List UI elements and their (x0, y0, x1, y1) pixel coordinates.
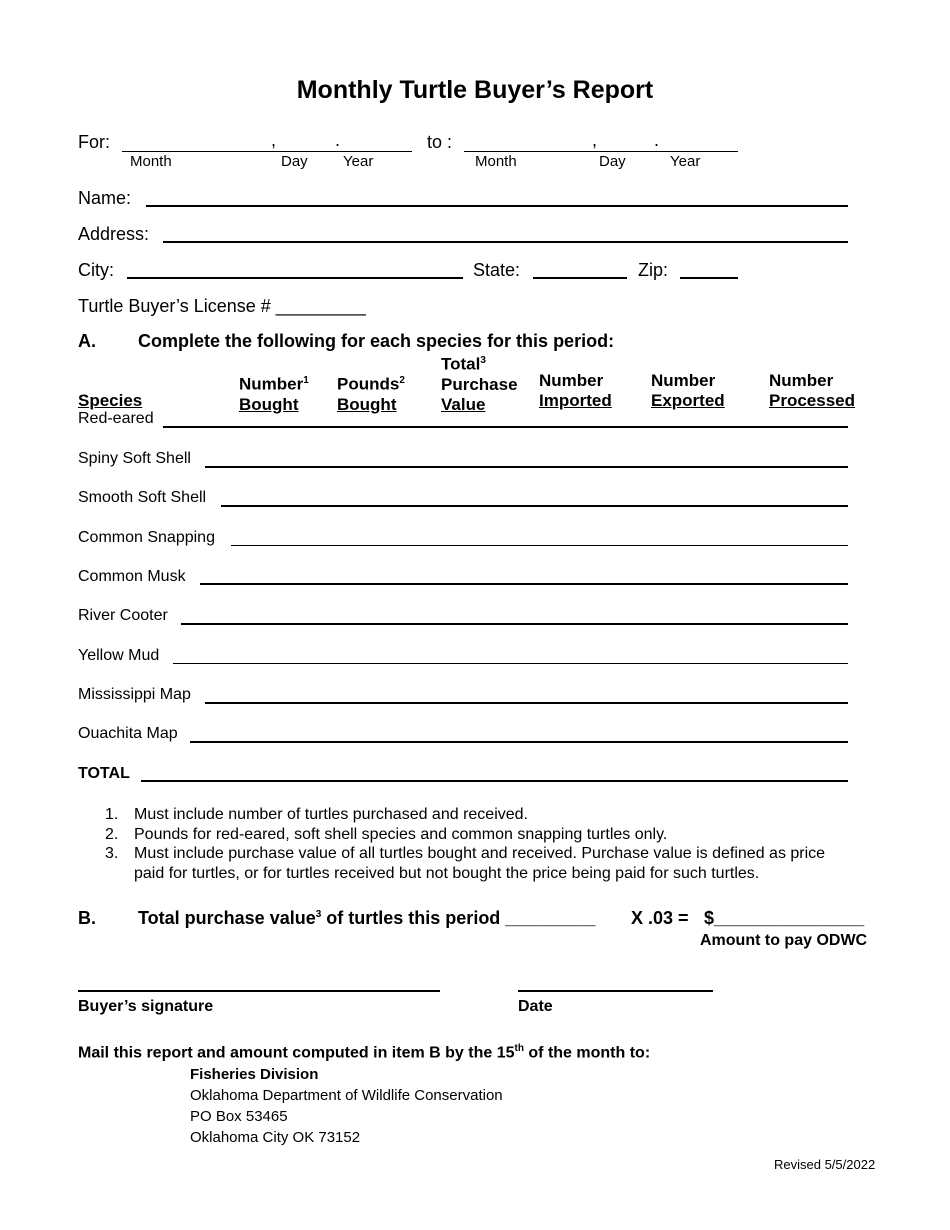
species-label: Common Musk (78, 568, 186, 585)
address-field[interactable] (163, 241, 848, 243)
from-day-caption: Day (281, 153, 308, 170)
address-line: Oklahoma Department of Wildlife Conservation (190, 1087, 503, 1104)
species-label: Ouachita Map (78, 725, 178, 742)
col-processed-top: Number (769, 371, 834, 390)
footnote-text: Must include number of turtles purchased and received. (134, 806, 528, 823)
col-exported-header (651, 371, 725, 411)
col-processed-bottom: Processed (769, 391, 855, 410)
address-label: Address: (78, 224, 150, 244)
total-entry-line[interactable] (141, 780, 848, 782)
species-label: Smooth Soft Shell (78, 489, 207, 506)
total-label: TOTAL (78, 765, 130, 782)
to-day-caption: Day (599, 153, 626, 170)
col-pounds-bottom: Bought (337, 394, 397, 414)
footnote-number: 3. (105, 845, 119, 862)
species-entry-line[interactable] (190, 741, 848, 743)
col-pounds-top: Pounds (337, 374, 400, 394)
address-line: Fisheries Division (190, 1066, 319, 1083)
city-label: City: (78, 260, 114, 280)
date-label: Date (518, 998, 553, 1015)
col-value-bottom: Value (441, 394, 486, 414)
state-field[interactable] (533, 277, 627, 279)
section-b-line (138, 908, 595, 929)
to-date-period: . (654, 130, 660, 150)
mailing-address (190, 1064, 503, 1148)
mail-text-after: of the month to: (523, 1044, 651, 1062)
species-entry-line[interactable] (205, 466, 848, 468)
to-year-caption: Year (670, 153, 701, 170)
from-year-caption: Year (343, 153, 374, 170)
to-date-comma: , (592, 130, 598, 150)
to-label: to : (427, 132, 453, 152)
species-entry-line[interactable] (231, 545, 848, 546)
amount-field[interactable]: $_______________ (704, 908, 865, 928)
from-date-comma: , (271, 130, 277, 150)
section-a-letter: A. (78, 331, 96, 351)
species-label: Mississippi Map (78, 686, 191, 703)
species-label: Yellow Mud (78, 647, 160, 664)
amount-caption: Amount to pay ODWC (700, 932, 868, 949)
col-imported-top: Number (539, 371, 604, 390)
col-number-bought-top: Number (239, 374, 304, 394)
address-line: PO Box 53465 (190, 1108, 288, 1125)
state-label: State: (473, 260, 521, 280)
col-number-bought-bottom: Bought (239, 394, 299, 414)
footnote-number: 2. (105, 825, 119, 843)
city-field[interactable] (127, 277, 463, 279)
mail-text-before: Mail this report and amount computed in item B by the 15 (78, 1044, 515, 1062)
revision-date: Revised 5/5/2022 (774, 1157, 876, 1172)
col-number-bought-sup: 1 (303, 375, 309, 386)
from-date-period: . (335, 130, 341, 150)
section-a-heading: Complete the following for each species for this period: (138, 331, 615, 351)
section-b-text-after[interactable]: of turtles this period _________ (321, 908, 596, 928)
col-value-top1: Total (441, 354, 481, 374)
multiplier-label: X .03 = (631, 908, 689, 928)
species-label: Spiny Soft Shell (78, 450, 191, 467)
col-value-sup: 3 (480, 355, 486, 366)
footnote-text: Must include purchase value of all turtles bought and received. Purchase value is defined as price paid for turtles, or for turtles received but not bought the price being paid for such turtles. (134, 845, 826, 882)
col-species: Species (78, 391, 143, 410)
col-exported-bottom: Exported (651, 391, 725, 410)
col-pounds-header (337, 371, 405, 415)
species-entry-line[interactable] (163, 426, 848, 428)
section-b-text-before: Total purchase value (138, 908, 316, 928)
footnote-number: 1. (105, 806, 119, 823)
name-label: Name: (78, 188, 132, 208)
section-b-sup: 3 (315, 909, 322, 920)
date-line[interactable] (518, 990, 713, 992)
footnote (78, 844, 878, 883)
col-number-bought-header (239, 371, 309, 415)
species-entry-line[interactable] (200, 583, 848, 585)
species-entry-line[interactable] (173, 663, 848, 664)
footnote-text: Pounds for red-eared, soft shell species and common snapping turtles only. (134, 825, 668, 843)
buyer-signature-label: Buyer’s signature (78, 998, 214, 1015)
footnote (78, 805, 878, 825)
name-field[interactable] (146, 205, 848, 207)
footnote (78, 825, 878, 845)
license-field[interactable]: Turtle Buyer’s License # _________ (78, 296, 366, 316)
to-month-caption: Month (475, 153, 517, 170)
species-label: Red-eared (78, 410, 154, 427)
zip-label: Zip: (638, 260, 669, 280)
col-processed-header (769, 371, 855, 411)
col-pounds-sup: 2 (399, 375, 405, 386)
section-b-letter: B. (78, 908, 96, 928)
col-value-header (441, 351, 518, 415)
species-entry-line[interactable] (181, 623, 848, 625)
for-label: For: (78, 132, 111, 152)
mail-instructions (78, 1043, 650, 1062)
species-entry-line[interactable] (221, 505, 848, 507)
to-date-line[interactable] (464, 151, 738, 152)
species-label: Common Snapping (78, 529, 215, 546)
buyer-signature-line[interactable] (78, 990, 440, 992)
col-exported-top: Number (651, 371, 716, 390)
footnotes (78, 805, 878, 883)
mail-sup: th (514, 1043, 524, 1054)
from-date-line[interactable] (122, 151, 412, 152)
page-title: Monthly Turtle Buyer’s Report (296, 76, 654, 104)
col-imported-bottom: Imported (539, 391, 612, 410)
col-value-top2: Purchase (441, 374, 518, 394)
species-label: River Cooter (78, 607, 168, 624)
col-imported-header (539, 371, 612, 411)
species-entry-line[interactable] (205, 702, 848, 704)
address-line: Oklahoma City OK 73152 (190, 1129, 361, 1146)
from-month-caption: Month (130, 153, 172, 170)
zip-field[interactable] (680, 277, 738, 279)
